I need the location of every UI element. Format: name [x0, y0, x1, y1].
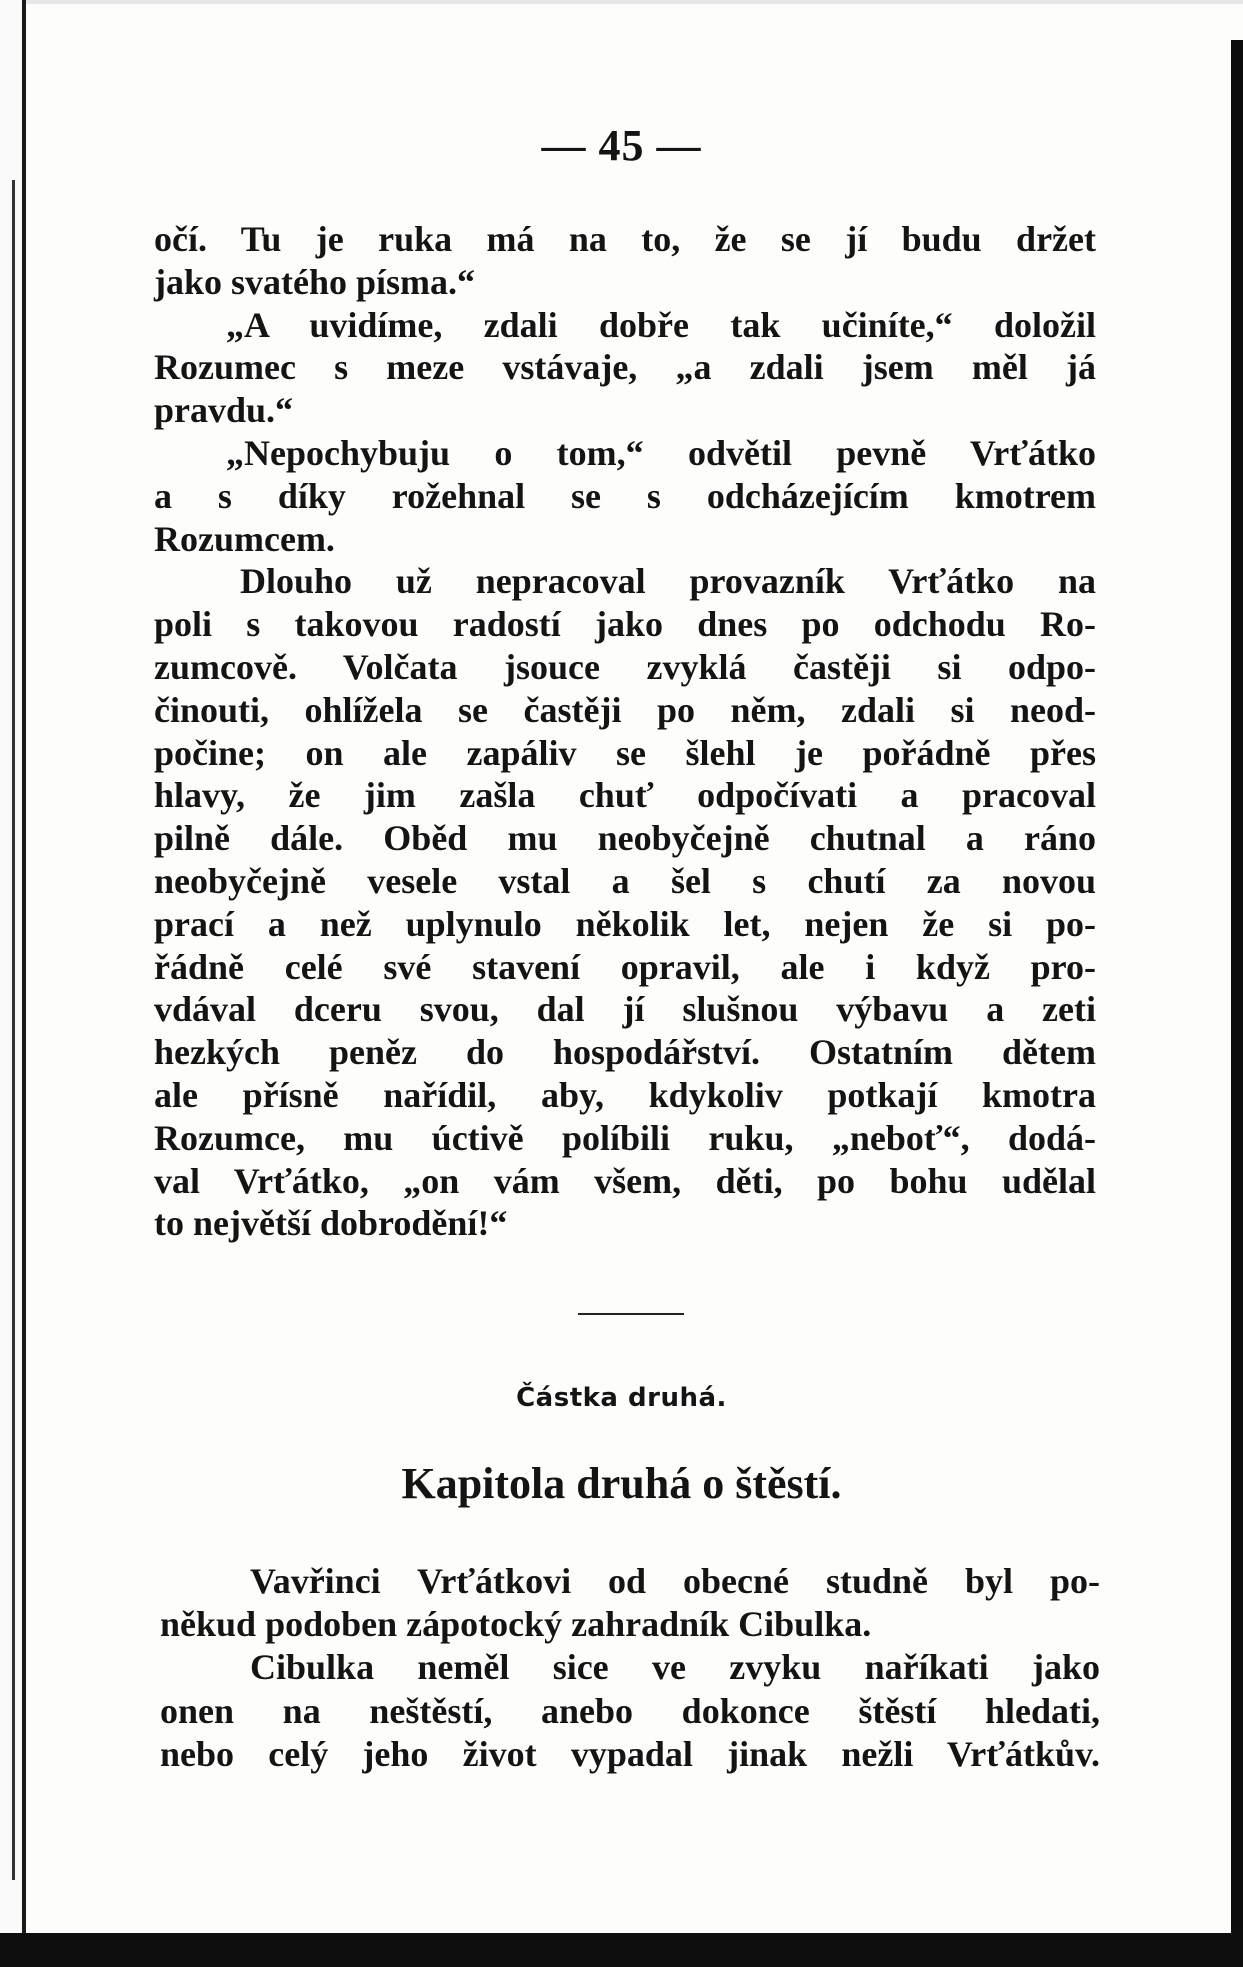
text-line: nebo celý jeho život vypadal jinak nežli Vrťátkův. — [160, 1733, 1100, 1774]
text-line: řádně celé své stavení opravil, ale i když pro- — [154, 946, 1096, 987]
chapter-text — [160, 1560, 1100, 1776]
text-line: činouti, ohlížela se častěji po něm, zdali si neod- — [154, 689, 1096, 730]
text-line: pilně dále. Oběd mu neobyčejně chutnal a ráno — [154, 818, 1096, 859]
page-number: — 45 — — [541, 121, 702, 170]
text-line: „Nepochybuju o tom,“ odvětil pevně Vrťátko — [226, 432, 1096, 473]
text-line: poli s takovou radostí jako dnes po odchodu Ro- — [154, 604, 1096, 645]
text-line: a s díky rožehnal se s odcházejícím kmotrem — [154, 475, 1096, 516]
text-line: očí. Tu je ruka má na to, že se jí budu držet — [154, 219, 1096, 259]
text-line: hezkých peněz do hospodářství. Ostatním dětem — [154, 1032, 1096, 1073]
text-line: vdával dceru svou, dal jí slušnou výbavu a zeti — [154, 989, 1096, 1030]
binding-line — [12, 180, 15, 1880]
section-divider — [578, 1313, 684, 1315]
text-line: Rozumce, mu úctivě políbili ruku, „neboť“, dodá- — [154, 1117, 1096, 1158]
body-text — [154, 218, 1096, 1245]
text-line: ale přísně nařídil, aby, kdykoliv potkají kmotra — [154, 1074, 1096, 1115]
scan-edge-right — [1231, 40, 1243, 1935]
text-line: jako svatého písma.“ — [154, 261, 476, 302]
text-line: zumcově. Volčata jsouce zvyklá častěji si odpo- — [154, 646, 1096, 687]
text-line: Vavřinci Vrťátkovi od obecné studně byl po- — [250, 1561, 1100, 1601]
text-line: počine; on ale zapáliv se šlehl je pořádně přes — [154, 732, 1096, 773]
text-line: neobyčejně vesele vstal a šel s chutí za novou — [154, 860, 1096, 901]
section-title: Částka druhá. — [516, 1383, 727, 1413]
text-line: prací a než uplynulo několik let, nejen že si po- — [154, 903, 1096, 944]
text-line: hlavy, že jim zašla chuť odpočívati a pracoval — [154, 775, 1096, 816]
text-line: Rozumec s meze vstávaje, „a zdali jsem měl já — [154, 347, 1096, 388]
text-line: „A uvidíme, zdali dobře tak učiníte,“ doložil — [226, 304, 1096, 345]
scan-edge-bottom — [0, 1933, 1243, 1967]
text-line: Rozumcem. — [154, 518, 335, 559]
text-line: val Vrťátko, „on vám všem, děti, po bohu udělal — [154, 1160, 1096, 1201]
text-line: onen na neštěstí, anebo dokonce štěstí hledati, — [160, 1690, 1100, 1731]
text-line: Cibulka neměl sice ve zvyku naříkati jako — [250, 1647, 1100, 1688]
text-line: pravdu.“ — [154, 390, 294, 431]
text-line: někud podoben zápotocký zahradník Cibulka. — [160, 1604, 872, 1645]
text-line: to největší dobrodění!“ — [154, 1203, 508, 1244]
scan-edge-top — [26, 0, 1243, 4]
chapter-title: Kapitola druhá o štěstí. — [401, 1459, 842, 1508]
text-line: Dlouho už nepracoval provazník Vrťátko na — [240, 561, 1096, 602]
